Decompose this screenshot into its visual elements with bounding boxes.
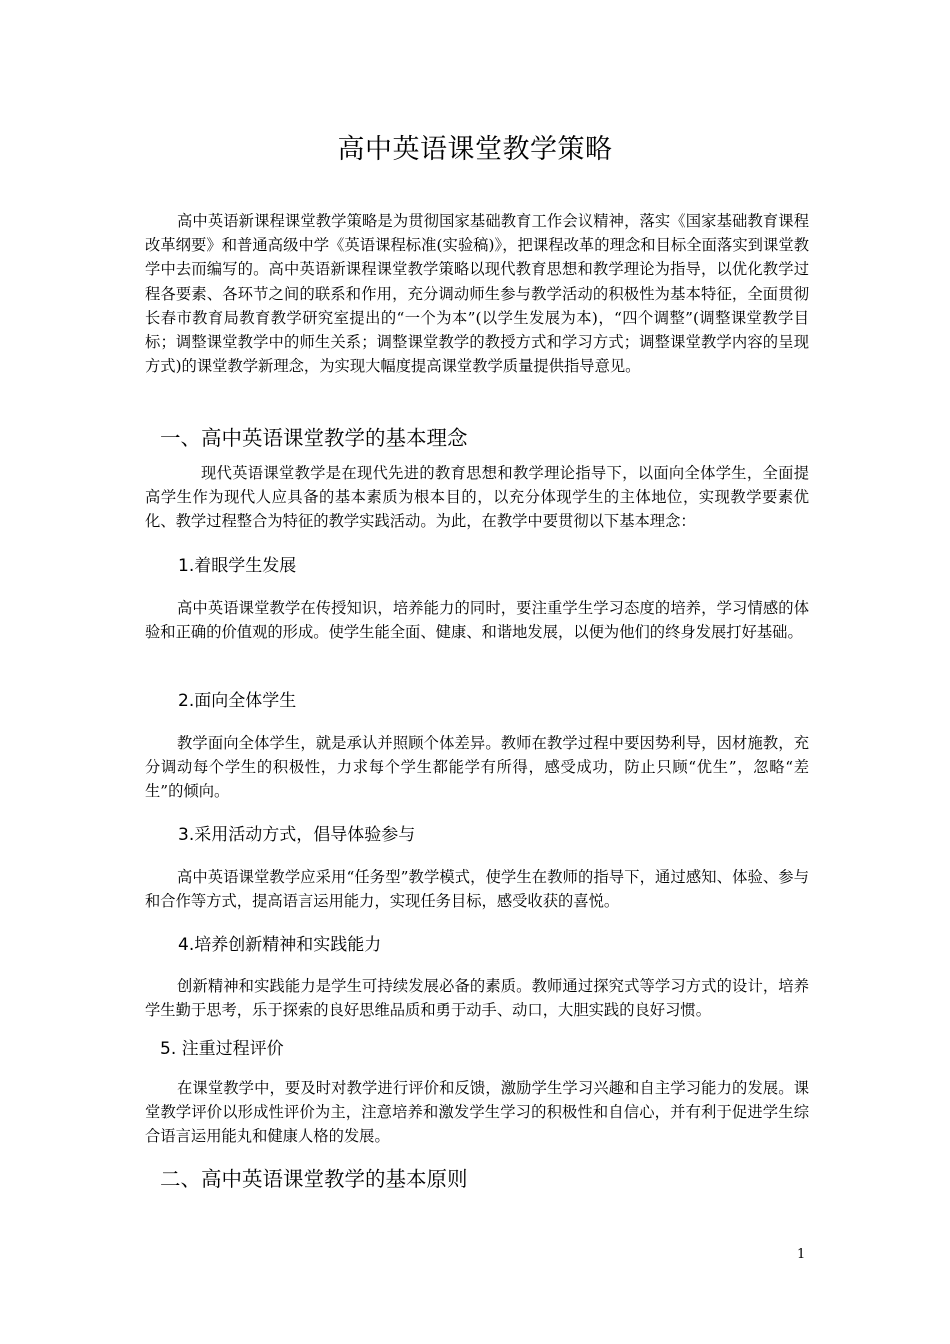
subsection-5-paragraph: 在课堂教学中，要及时对教学进行评价和反馈，激励学生学习兴趣和自主学习能力的发展。课堂教学评价以形成性评价为主，注意培养和激发学生学习的积极性和自信心，并有利于促进学生综合语言运用能丸和健康人格的发展。: [145, 1079, 809, 1146]
subsection-5-heading: 5. 注重过程评价: [160, 1039, 284, 1059]
subsection-4-heading: 4.培养创新精神和实践能力: [178, 935, 382, 955]
section-2-heading: 二、高中英语课堂教学的基本原则: [160, 1167, 468, 1191]
subsection-4-paragraph: 创新精神和实践能力是学生可持续发展必备的素质。教师通过探究式等学习方式的设计，培养学生勤于思考，乐于探索的良好思维品质和勇于动手、动口，大胆实践的良好习惯。: [145, 977, 809, 1020]
subsection-3-paragraph: 高中英语课堂教学应采用“任务型”教学模式，使学生在教师的指导下，通过感知、体验、参与和合作等方式，提高语言运用能力，实现任务目标，感受收获的喜悦。: [145, 868, 809, 911]
subsection-1-heading: 1.着眼学生发展: [178, 556, 297, 576]
subsection-1-paragraph: 高中英语课堂教学在传授知识，培养能力的同时，要注重学生学习态度的培养，学习情感的体验和正确的价值观的形成。使学生能全面、健康、和谐地发展，以便为他们的终身发展打好基础。: [145, 599, 809, 642]
subsection-2-heading: 2.面向全体学生: [178, 691, 297, 711]
subsection-2-paragraph: 教学面向全体学生，就是承认并照顾个体差异。教师在教学过程中要因势利导，因材施教，充分调动每个学生的积极性，力求每个学生都能学有所得，感受成功，防止只顾“优生”，忽略“差生”的倾向。: [145, 734, 809, 801]
page-number: 1: [797, 1247, 806, 1262]
document-title: 高中英语课堂教学策略: [337, 134, 613, 165]
subsection-3-heading: 3.采用活动方式，倡导体验参与: [178, 825, 416, 845]
intro-paragraph: 高中英语新课程课堂教学策略是为贯彻国家基础教育工作会议精神，落实《国家基础教育课程改革纲要》和普通高级中学《英语课程标准(实验稿)》，把课程改革的理念和目标全面落实到课堂教学中去而编写的。高中英语新课程课堂教学策略以现代教育思想和教学理论为指导，以优化教学过程各要素、各环节之间的联系和作用，充分调动师生参与教学活动的积极性为基本特征，全面贯彻长春市教育局教育教学研究室提出的“一个为本”(以学生发展为本)，“四个调整”(调整课堂教学目标；调整课堂教学中的师生关系；调整课堂教学的教授方式和学习方式；调整课堂教学内容的呈现方式)的课堂教学新理念，为实现大幅度提高课堂教学质量提供指导意见。: [145, 212, 809, 376]
section-1-heading: 一、高中英语课堂教学的基本理念: [160, 426, 468, 450]
section-1-intro-paragraph: 现代英语课堂教学是在现代先进的教育思想和教学理论指导下，以面向全体学生，全面提高学生作为现代人应具备的基本素质为根本目的，以充分体现学生的主体地位，实现教学要素优化、教学过程整合为特征的教学实践活动。为此，在教学中要贯彻以下基本理念：: [145, 464, 809, 531]
